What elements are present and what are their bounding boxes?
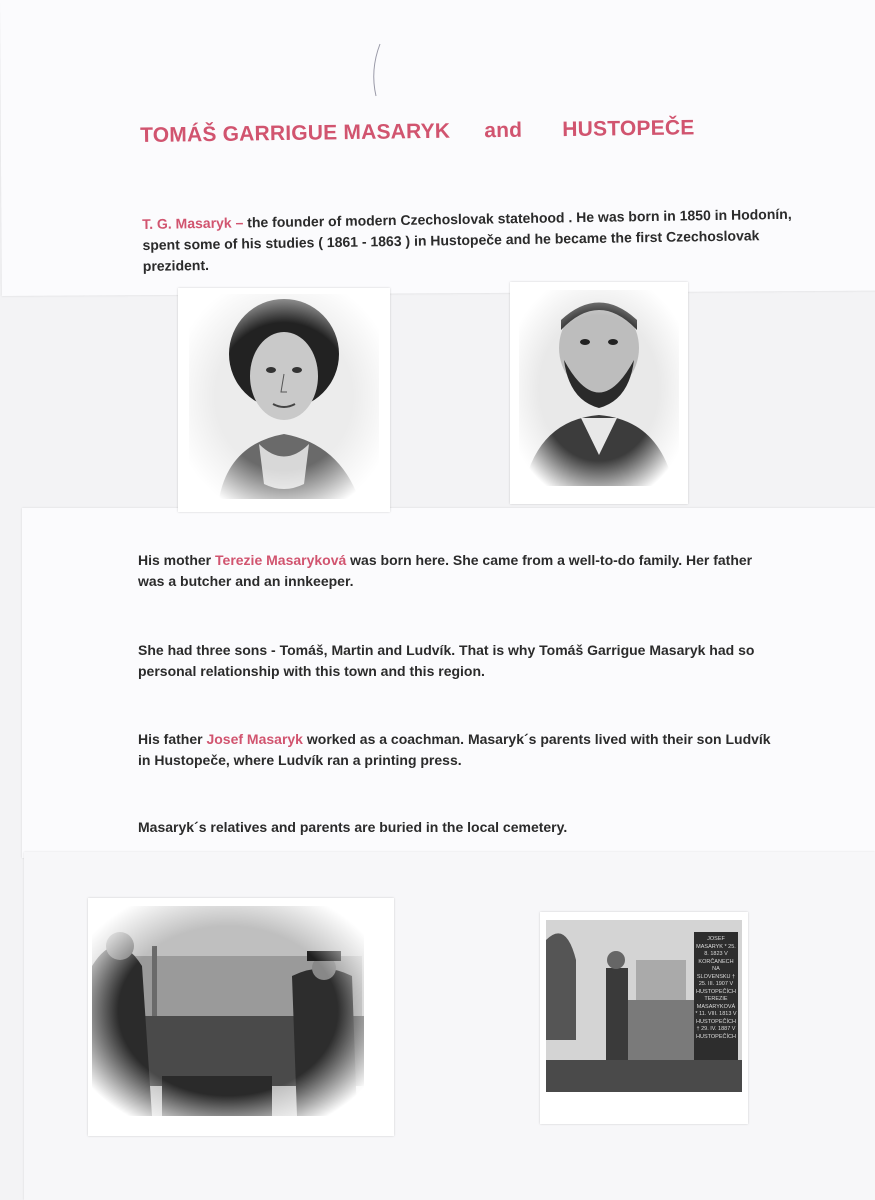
father-portrait <box>510 282 688 504</box>
father-paragraph-start: His father <box>138 731 207 747</box>
intro-paragraph <box>142 204 793 277</box>
mother-portrait-drawing <box>189 294 379 499</box>
square-gathering-image <box>92 906 364 1116</box>
square-gathering-photo <box>88 898 394 1136</box>
mother-portrait <box>178 288 390 512</box>
mother-paragraph-start: His mother <box>138 552 216 568</box>
father-portrait-drawing <box>519 290 679 486</box>
grave-photo <box>540 912 748 1124</box>
father-paragraph <box>138 729 778 771</box>
title-town: HUSTOPEČE <box>562 116 695 142</box>
father-name: Josef Masaryk <box>206 731 303 747</box>
intro-text: the founder of modern Czechoslovak statehood . He was born in 1850 in Hodonín, spent some of his studies ( 1861 - 1863 ) in Hustopeče and he became the first Czechoslovak prezident. <box>142 205 792 274</box>
father-paragraph-end: worked as a coachman. Masaryk´s parents lived with their son Ludvík in Hustopeče, where Ludvík ran a printing press. <box>138 731 771 768</box>
title-and: and <box>484 118 523 143</box>
pen-mark <box>360 40 390 100</box>
intro-name: T. G. Masaryk – <box>142 214 244 232</box>
title-name: TOMÁŠ GARRIGUE MASARYK <box>140 119 451 147</box>
sons-paragraph: She had three sons - Tomáš, Martin and Ludvík. That is why Tomáš Garrigue Masaryk had so personal relationship with this town and this region. <box>138 642 755 679</box>
gravestone-inscription: JOSEF MASARYK * 25. 8. 1823 V KORČANECH NA SLOVENSKU † 25. III. 1907 V HUSTOPEČÍCH TEREZIE MASARYKOVÁ * 11. VIII. 1813 V HUSTOPEČÍCH † 29. IV. 1887 V HUSTOPEČÍCH <box>695 936 737 1040</box>
cemetery-paragraph: Masaryk´s relatives and parents are buried in the local cemetery. <box>138 819 568 835</box>
mother-paragraph-end: was born here. She came from a well-to-do family. Her father was a butcher and an innkeeper. <box>138 552 753 589</box>
mother-paragraph <box>138 550 778 592</box>
mother-name: Terezie Masaryková <box>215 552 347 568</box>
